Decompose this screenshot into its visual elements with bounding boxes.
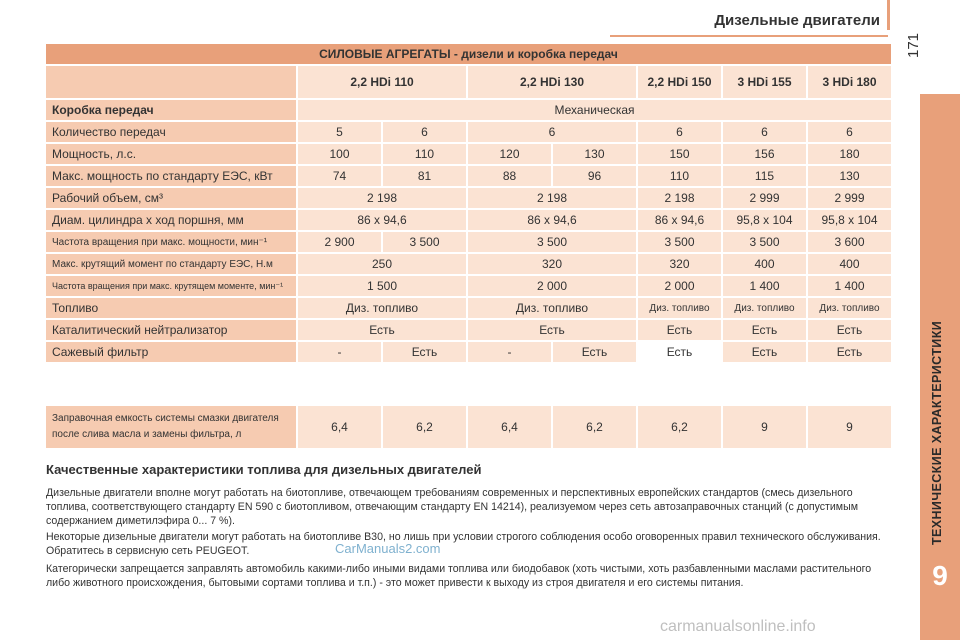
- engine-header: 2,2 HDi 150: [638, 66, 721, 98]
- cell: 86 x 94,6: [468, 210, 636, 230]
- engine-header: 3 HDi 180: [808, 66, 891, 98]
- cell: 2 999: [723, 188, 806, 208]
- cell: 2 000: [638, 276, 721, 296]
- table-row: [46, 320, 891, 340]
- cell: 6,2: [553, 406, 636, 448]
- cell: 6: [808, 122, 891, 142]
- cell: 120: [468, 144, 551, 164]
- cell: 5: [298, 122, 381, 142]
- cell: 320: [638, 254, 721, 274]
- row-label: [46, 406, 296, 448]
- cell: 2 198: [468, 188, 636, 208]
- cell: 6: [638, 122, 721, 142]
- cell: 6: [723, 122, 806, 142]
- row-label: Коробка передач: [46, 100, 296, 120]
- row-label: Диам. цилиндра х ход поршня, мм: [46, 210, 296, 230]
- row-label: Рабочий объем, см³: [46, 188, 296, 208]
- cell: Диз. топливо: [723, 298, 806, 318]
- cell: 3 500: [638, 232, 721, 252]
- table-row: [46, 298, 891, 318]
- cell: 2 198: [638, 188, 721, 208]
- table-row: [46, 210, 891, 230]
- cell: 9: [723, 406, 806, 448]
- row-label: Частота вращения при макс. мощности, мин⁻¹: [46, 232, 296, 252]
- cell: 115: [723, 166, 806, 186]
- cell: 6,4: [298, 406, 381, 448]
- cell: Есть: [723, 320, 806, 340]
- row-label: Количество передач: [46, 122, 296, 142]
- table-row: [46, 100, 891, 120]
- cell: -: [298, 342, 381, 362]
- table-row: [46, 406, 891, 448]
- cell: Диз. топливо: [298, 298, 466, 318]
- table-title: СИЛОВЫЕ АГРЕГАТЫ - дизели и коробка передач: [46, 44, 891, 64]
- cell: Есть: [723, 342, 806, 362]
- cell: 96: [553, 166, 636, 186]
- engine-header: 3 HDi 155: [723, 66, 806, 98]
- section-title: ТЕХНИЧЕСКИЕ ХАРАКТЕРИСТИКИ: [930, 320, 944, 545]
- cell: 150: [638, 144, 721, 164]
- cell: 3 600: [808, 232, 891, 252]
- cell: 86 x 94,6: [638, 210, 721, 230]
- row-label: Каталитический нейтрализатор: [46, 320, 296, 340]
- table-row: [46, 122, 891, 142]
- cell: 320: [468, 254, 636, 274]
- row-label: Макс. крутящий момент по стандарту ЕЭС, Н.м: [46, 254, 296, 274]
- powertrain-table: [44, 42, 893, 364]
- cell: 6,4: [468, 406, 551, 448]
- cell: 6: [468, 122, 636, 142]
- fuel-paragraph-1: Дизельные двигатели вполне могут работать на биотопливе, отвечающем требованиям современных и перспективных европейских стандартов (смесь дизельного топлива, соответствующего стандарту EN 590 с биотопливом, отвечающим стандарту EN 14214), реализуемом через сеть автозаправочных станций (с допустимым содержанием диметилэфира 0... 7 %).: [46, 487, 858, 527]
- cell: Есть: [298, 320, 466, 340]
- engine-header: 2,2 HDi 130: [468, 66, 636, 98]
- cell: 3 500: [468, 232, 636, 252]
- cell: 6,2: [638, 406, 721, 448]
- cell: 95,8 x 104: [808, 210, 891, 230]
- cell: Есть: [468, 320, 636, 340]
- oil-capacity-table: [44, 404, 893, 450]
- cell: 156: [723, 144, 806, 164]
- header-vertical-rule: [887, 0, 890, 30]
- fuel-paragraph-3: Категорически запрещается заправлять автомобиль какими-либо иными видами топлива или биодобавок (хоть чистыми, хоть разбавленными маслами растительного либо животного происхождения, бытовыми сортами топлива и т.п.) - это может привести к выходу из строя двигателя и его системы питания.: [46, 563, 872, 589]
- cell: 1 400: [808, 276, 891, 296]
- cell: 2 198: [298, 188, 466, 208]
- row-label: Мощность, л.с.: [46, 144, 296, 164]
- cell: Есть: [638, 320, 721, 340]
- cell: Диз. топливо: [468, 298, 636, 318]
- cell: Есть: [808, 342, 891, 362]
- cell: 2 999: [808, 188, 891, 208]
- fuel-paragraph-2: Некоторые дизельные двигатели могут работать на биотопливе B30, но лишь при условии строгого соблюдения особо оговоренных правил технического обслуживания. Обратитесь в сервисную сеть PEUGEOT.: [46, 531, 881, 557]
- row-label: Сажевый фильтр: [46, 342, 296, 362]
- cell: 110: [638, 166, 721, 186]
- engine-header: 2,2 HDi 110: [298, 66, 466, 98]
- oil-label-line1: Заправочная емкость системы смазки двигателя: [52, 413, 279, 424]
- table-row: [46, 144, 891, 164]
- cell: 130: [808, 166, 891, 186]
- page-header-title: Дизельные двигатели: [714, 12, 880, 29]
- cell: 180: [808, 144, 891, 164]
- cell: 86 x 94,6: [298, 210, 466, 230]
- table-row: [46, 254, 891, 274]
- cell: Механическая: [298, 100, 891, 120]
- cell: 400: [808, 254, 891, 274]
- header-empty: [46, 66, 296, 98]
- cell: 81: [383, 166, 466, 186]
- chapter-number: 9: [932, 560, 948, 591]
- table-row: [46, 342, 891, 362]
- cell: 2 000: [468, 276, 636, 296]
- oil-label-line2: после слива масла и замены фильтра, л: [52, 429, 242, 440]
- table-row: [46, 276, 891, 296]
- row-label: Топливо: [46, 298, 296, 318]
- cell: Есть: [638, 342, 721, 362]
- table-row: [46, 188, 891, 208]
- cell: 3 500: [383, 232, 466, 252]
- cell: 6,2: [383, 406, 466, 448]
- cell: 6: [383, 122, 466, 142]
- cell: Диз. топливо: [808, 298, 891, 318]
- cell: 74: [298, 166, 381, 186]
- cell: 2 900: [298, 232, 381, 252]
- cell: -: [468, 342, 551, 362]
- cell: 95,8 x 104: [723, 210, 806, 230]
- cell: 130: [553, 144, 636, 164]
- cell: 88: [468, 166, 551, 186]
- fuel-section-title: Качественные характеристики топлива для дизельных двигателей: [46, 462, 482, 477]
- cell: Есть: [553, 342, 636, 362]
- table-row: [46, 232, 891, 252]
- cell: 1 500: [298, 276, 466, 296]
- cell: 100: [298, 144, 381, 164]
- cell: 1 400: [723, 276, 806, 296]
- cell: Диз. топливо: [638, 298, 721, 318]
- cell: 9: [808, 406, 891, 448]
- cell: 110: [383, 144, 466, 164]
- table-row: [46, 166, 891, 186]
- cell: Есть: [808, 320, 891, 340]
- cell: 400: [723, 254, 806, 274]
- watermark-carmanualsonline: carmanualsonline.info: [660, 618, 816, 635]
- page-number: 171: [905, 32, 922, 58]
- cell: Есть: [383, 342, 466, 362]
- cell: 250: [298, 254, 466, 274]
- row-label: Частота вращения при макс. крутящем моменте, мин⁻¹: [46, 276, 296, 296]
- cell: 3 500: [723, 232, 806, 252]
- header-rule: [610, 35, 888, 37]
- row-label: Макс. мощность по стандарту ЕЭС, кВт: [46, 166, 296, 186]
- watermark-carmanuals2: CarManuals2.com: [335, 541, 441, 556]
